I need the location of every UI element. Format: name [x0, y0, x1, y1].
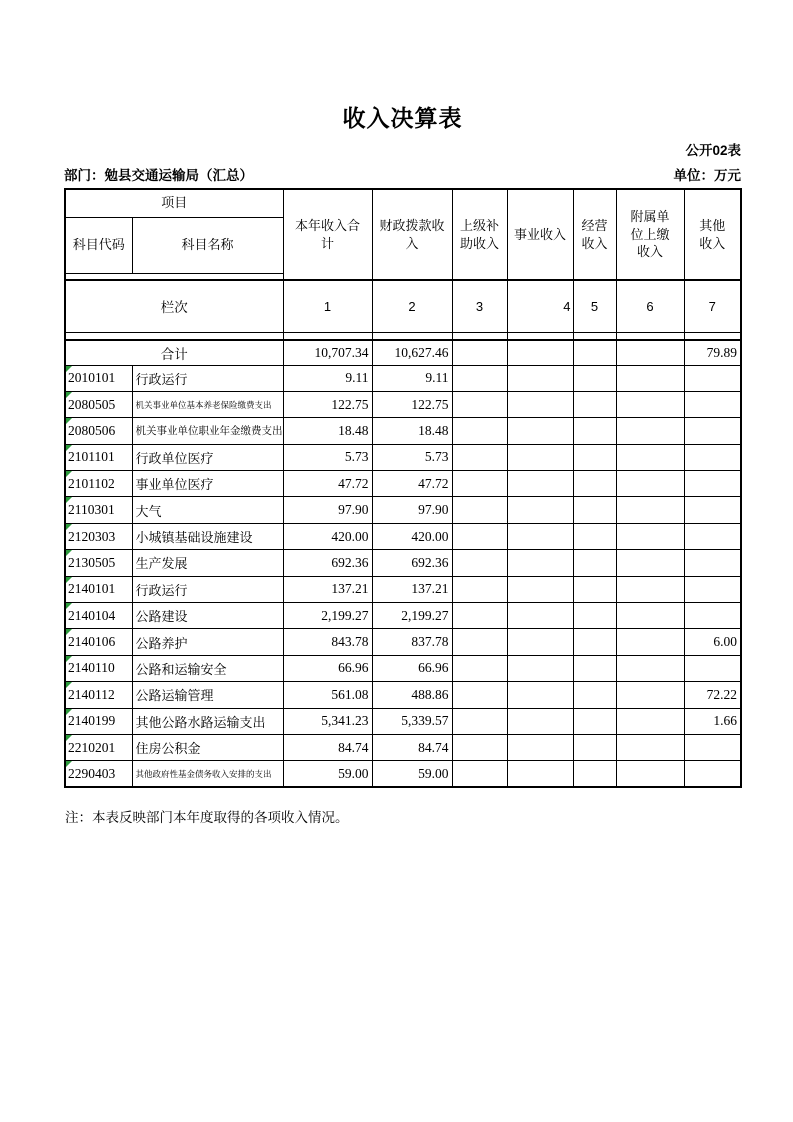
subject-code-cell [65, 391, 132, 417]
subject-code-cell [65, 629, 132, 655]
table-code-label: 公开02表 [685, 143, 741, 158]
column-header-fiscal-appropriation: 财政拨款收入 [372, 189, 452, 280]
value-cell [452, 576, 507, 602]
value-cell [573, 418, 616, 444]
header-row-project [65, 189, 741, 217]
value-cell: 5.73 [283, 444, 372, 470]
value-cell: 84.74 [372, 734, 452, 760]
value-cell [573, 734, 616, 760]
value-cell [616, 734, 684, 760]
subject-code: 2140199 [68, 713, 116, 729]
value-cell [507, 497, 573, 523]
subject-name-cell: 行政单位医疗 [132, 444, 283, 470]
value-cell [684, 655, 741, 681]
spacer-row [65, 332, 741, 340]
subject-code-cell [65, 418, 132, 444]
value-cell: 5,341.23 [283, 708, 372, 734]
value-cell [507, 708, 573, 734]
value-cell [507, 340, 573, 365]
spacer-cell [65, 332, 283, 340]
subject-name-header-cell: 科目名称 [132, 217, 283, 273]
value-cell: 72.22 [684, 682, 741, 708]
excel-error-indicator-icon [66, 629, 72, 635]
value-cell: 122.75 [283, 391, 372, 417]
excel-error-indicator-icon [66, 418, 72, 424]
subject-code: 2130505 [68, 554, 116, 570]
value-cell [616, 761, 684, 787]
subject-code: 2290403 [68, 765, 116, 781]
value-cell: 843.78 [283, 629, 372, 655]
column-number-cell: 5 [573, 280, 616, 332]
value-cell [616, 629, 684, 655]
value-cell [616, 655, 684, 681]
subject-name-cell: 事业单位医疗 [132, 471, 283, 497]
value-cell [507, 734, 573, 760]
value-cell [616, 391, 684, 417]
value-cell [452, 418, 507, 444]
subject-name-cell: 机关事业单位基本养老保险缴费支出 [132, 391, 283, 417]
subject-name-cell: 小城镇基础设施建设 [132, 523, 283, 549]
unit-label: 单位：万元 [673, 168, 741, 183]
value-cell [573, 655, 616, 681]
value-cell [573, 340, 616, 365]
column-number-cell: 4 [507, 280, 573, 332]
table-row [65, 734, 741, 760]
value-cell: 561.08 [283, 682, 372, 708]
value-cell [684, 365, 741, 391]
table-row [65, 576, 741, 602]
value-cell [452, 391, 507, 417]
table-row [65, 444, 741, 470]
value-cell: 18.48 [372, 418, 452, 444]
value-cell: 79.89 [684, 340, 741, 365]
column-index-row [65, 280, 741, 332]
column-index-label-cell: 栏次 [65, 280, 283, 332]
value-cell: 2,199.27 [283, 603, 372, 629]
value-cell [452, 471, 507, 497]
subject-code-cell [65, 523, 132, 549]
spacer-cell [65, 273, 283, 280]
value-cell: 47.72 [372, 471, 452, 497]
subject-name-cell: 生产发展 [132, 550, 283, 576]
value-cell: 84.74 [283, 734, 372, 760]
value-cell [452, 682, 507, 708]
value-cell: 10,627.46 [372, 340, 452, 365]
table-row [65, 523, 741, 549]
value-cell [573, 523, 616, 549]
column-number-cell: 7 [684, 280, 741, 332]
footnote: 注：本表反映部门本年度取得的各项收入情况。 [65, 810, 349, 825]
value-cell: 66.96 [283, 655, 372, 681]
value-cell [573, 550, 616, 576]
value-cell [452, 340, 507, 365]
value-cell [684, 576, 741, 602]
excel-error-indicator-icon [66, 603, 72, 609]
subject-code-cell [65, 734, 132, 760]
value-cell [507, 471, 573, 497]
total-label-cell: 合计 [65, 340, 283, 365]
spacer-cell [573, 332, 616, 340]
value-cell [616, 550, 684, 576]
excel-error-indicator-icon [66, 497, 72, 503]
table-row [65, 761, 741, 787]
subject-code: 2110301 [68, 502, 115, 518]
subject-code: 2080505 [68, 396, 116, 412]
page-title: 收入决算表 [342, 105, 463, 131]
value-cell [573, 365, 616, 391]
value-cell: 692.36 [372, 550, 452, 576]
subject-name-cell: 行政运行 [132, 365, 283, 391]
value-cell [452, 523, 507, 549]
subject-code-cell [65, 497, 132, 523]
value-cell: 137.21 [372, 576, 452, 602]
column-header-operating-income: 经营收入 [573, 189, 616, 280]
value-cell: 692.36 [283, 550, 372, 576]
value-cell: 10,707.34 [283, 340, 372, 365]
value-cell: 5,339.57 [372, 708, 452, 734]
value-cell [452, 629, 507, 655]
subject-code: 2101102 [68, 475, 115, 491]
value-cell [684, 444, 741, 470]
value-cell [452, 365, 507, 391]
value-cell [616, 576, 684, 602]
value-cell [684, 734, 741, 760]
value-cell [684, 418, 741, 444]
subject-code-cell [65, 761, 132, 787]
value-cell [684, 391, 741, 417]
value-cell [452, 444, 507, 470]
excel-error-indicator-icon [66, 524, 72, 530]
value-cell [616, 418, 684, 444]
income-table [64, 188, 742, 788]
table-row [65, 629, 741, 655]
value-cell [507, 655, 573, 681]
value-cell [573, 603, 616, 629]
value-cell [507, 629, 573, 655]
subject-name-cell: 住房公积金 [132, 734, 283, 760]
subject-code-cell [65, 655, 132, 681]
subject-code-cell [65, 550, 132, 576]
value-cell [452, 761, 507, 787]
value-cell: 97.90 [283, 497, 372, 523]
subject-code: 2140104 [68, 607, 116, 623]
value-cell [507, 550, 573, 576]
value-cell [452, 734, 507, 760]
excel-error-indicator-icon [66, 682, 72, 688]
value-cell [684, 523, 741, 549]
table-row [65, 365, 741, 391]
subject-code-cell [65, 444, 132, 470]
subject-name-cell: 大气 [132, 497, 283, 523]
excel-error-indicator-icon [66, 366, 72, 372]
value-cell [684, 761, 741, 787]
column-number-cell: 2 [372, 280, 452, 332]
value-cell [507, 365, 573, 391]
subject-code-cell [65, 603, 132, 629]
column-header-affiliated-unit-income: 附属单位上缴收入 [616, 189, 684, 280]
value-cell [573, 497, 616, 523]
subject-name-cell: 其他政府性基金债务收入安排的支出 [132, 761, 283, 787]
value-cell [616, 603, 684, 629]
subject-code: 2101101 [68, 449, 115, 465]
value-cell [507, 391, 573, 417]
value-cell [507, 603, 573, 629]
value-cell [573, 629, 616, 655]
value-cell [507, 682, 573, 708]
subject-name-cell: 公路和运输安全 [132, 655, 283, 681]
subject-code: 2140101 [68, 581, 116, 597]
spacer-cell [507, 332, 573, 340]
value-cell [616, 471, 684, 497]
value-cell [573, 444, 616, 470]
value-cell: 47.72 [283, 471, 372, 497]
table-row [65, 497, 741, 523]
excel-error-indicator-icon [66, 761, 72, 767]
table-row [65, 471, 741, 497]
value-cell: 9.11 [372, 365, 452, 391]
subject-code-header-cell: 科目代码 [65, 217, 132, 273]
subject-code: 2210201 [68, 739, 116, 755]
table-row [65, 391, 741, 417]
value-cell: 59.00 [372, 761, 452, 787]
value-cell: 9.11 [283, 365, 372, 391]
subject-code: 2080506 [68, 422, 116, 438]
spacer-cell [684, 332, 741, 340]
value-cell: 420.00 [372, 523, 452, 549]
total-row [65, 340, 741, 365]
table-row [65, 603, 741, 629]
subject-code-cell [65, 576, 132, 602]
subject-code: 2010101 [68, 370, 116, 386]
column-number-cell: 1 [283, 280, 372, 332]
table-row [65, 550, 741, 576]
department-label: 部门：勉县交通运输局（汇总） [64, 168, 253, 183]
value-cell [616, 340, 684, 365]
table-row [65, 708, 741, 734]
value-cell: 59.00 [283, 761, 372, 787]
value-cell: 6.00 [684, 629, 741, 655]
value-cell [616, 682, 684, 708]
subject-name-cell: 公路运输管理 [132, 682, 283, 708]
subject-code-cell [65, 708, 132, 734]
value-cell [573, 576, 616, 602]
value-cell: 2,199.27 [372, 603, 452, 629]
excel-error-indicator-icon [66, 445, 72, 451]
excel-error-indicator-icon [66, 550, 72, 556]
value-cell [684, 603, 741, 629]
value-cell: 420.00 [283, 523, 372, 549]
table-row [65, 655, 741, 681]
value-cell [573, 761, 616, 787]
value-cell [573, 471, 616, 497]
value-cell [616, 497, 684, 523]
value-cell: 5.73 [372, 444, 452, 470]
project-header-cell: 项目 [65, 189, 283, 217]
excel-error-indicator-icon [66, 735, 72, 741]
column-header-total-income: 本年收入合计 [283, 189, 372, 280]
value-cell: 488.86 [372, 682, 452, 708]
value-cell [507, 523, 573, 549]
value-cell [452, 708, 507, 734]
value-cell: 837.78 [372, 629, 452, 655]
subject-code: 2120303 [68, 528, 116, 544]
value-cell [616, 365, 684, 391]
value-cell [507, 576, 573, 602]
value-cell: 137.21 [283, 576, 372, 602]
value-cell: 97.90 [372, 497, 452, 523]
subject-code: 2140106 [68, 634, 116, 650]
spacer-cell [283, 332, 372, 340]
subject-name-cell: 其他公路水路运输支出 [132, 708, 283, 734]
value-cell [684, 550, 741, 576]
value-cell [507, 761, 573, 787]
value-cell: 1.66 [684, 708, 741, 734]
subject-name-cell: 公路养护 [132, 629, 283, 655]
value-cell [684, 497, 741, 523]
subject-name-cell: 行政运行 [132, 576, 283, 602]
value-cell [507, 444, 573, 470]
excel-error-indicator-icon [66, 392, 72, 398]
subject-name-cell: 公路建设 [132, 603, 283, 629]
value-cell [452, 497, 507, 523]
value-cell [573, 682, 616, 708]
column-number-cell: 6 [616, 280, 684, 332]
value-cell [573, 391, 616, 417]
excel-error-indicator-icon [66, 656, 72, 662]
value-cell: 122.75 [372, 391, 452, 417]
table-row [65, 418, 741, 444]
subject-code-cell [65, 682, 132, 708]
value-cell [616, 708, 684, 734]
subject-code: 2140110 [68, 660, 115, 676]
value-cell [573, 708, 616, 734]
excel-error-indicator-icon [66, 577, 72, 583]
spacer-cell [372, 332, 452, 340]
value-cell [616, 523, 684, 549]
subject-code: 2140112 [68, 686, 115, 702]
column-header-other-income: 其他收入 [684, 189, 741, 280]
column-header-superior-subsidy: 上级补助收入 [452, 189, 507, 280]
value-cell [616, 444, 684, 470]
value-cell [684, 471, 741, 497]
subject-name-cell: 机关事业单位职业年金缴费支出 [132, 418, 283, 444]
column-number-cell: 3 [452, 280, 507, 332]
value-cell [452, 603, 507, 629]
subject-code-cell [65, 471, 132, 497]
excel-error-indicator-icon [66, 709, 72, 715]
value-cell [507, 418, 573, 444]
table-row [65, 682, 741, 708]
spacer-cell [452, 332, 507, 340]
subject-code-cell [65, 365, 132, 391]
spacer-cell [616, 332, 684, 340]
excel-error-indicator-icon [66, 471, 72, 477]
value-cell: 18.48 [283, 418, 372, 444]
value-cell [452, 550, 507, 576]
meta-row [64, 164, 741, 184]
column-header-business-income: 事业收入 [507, 189, 573, 280]
value-cell [452, 655, 507, 681]
value-cell: 66.96 [372, 655, 452, 681]
